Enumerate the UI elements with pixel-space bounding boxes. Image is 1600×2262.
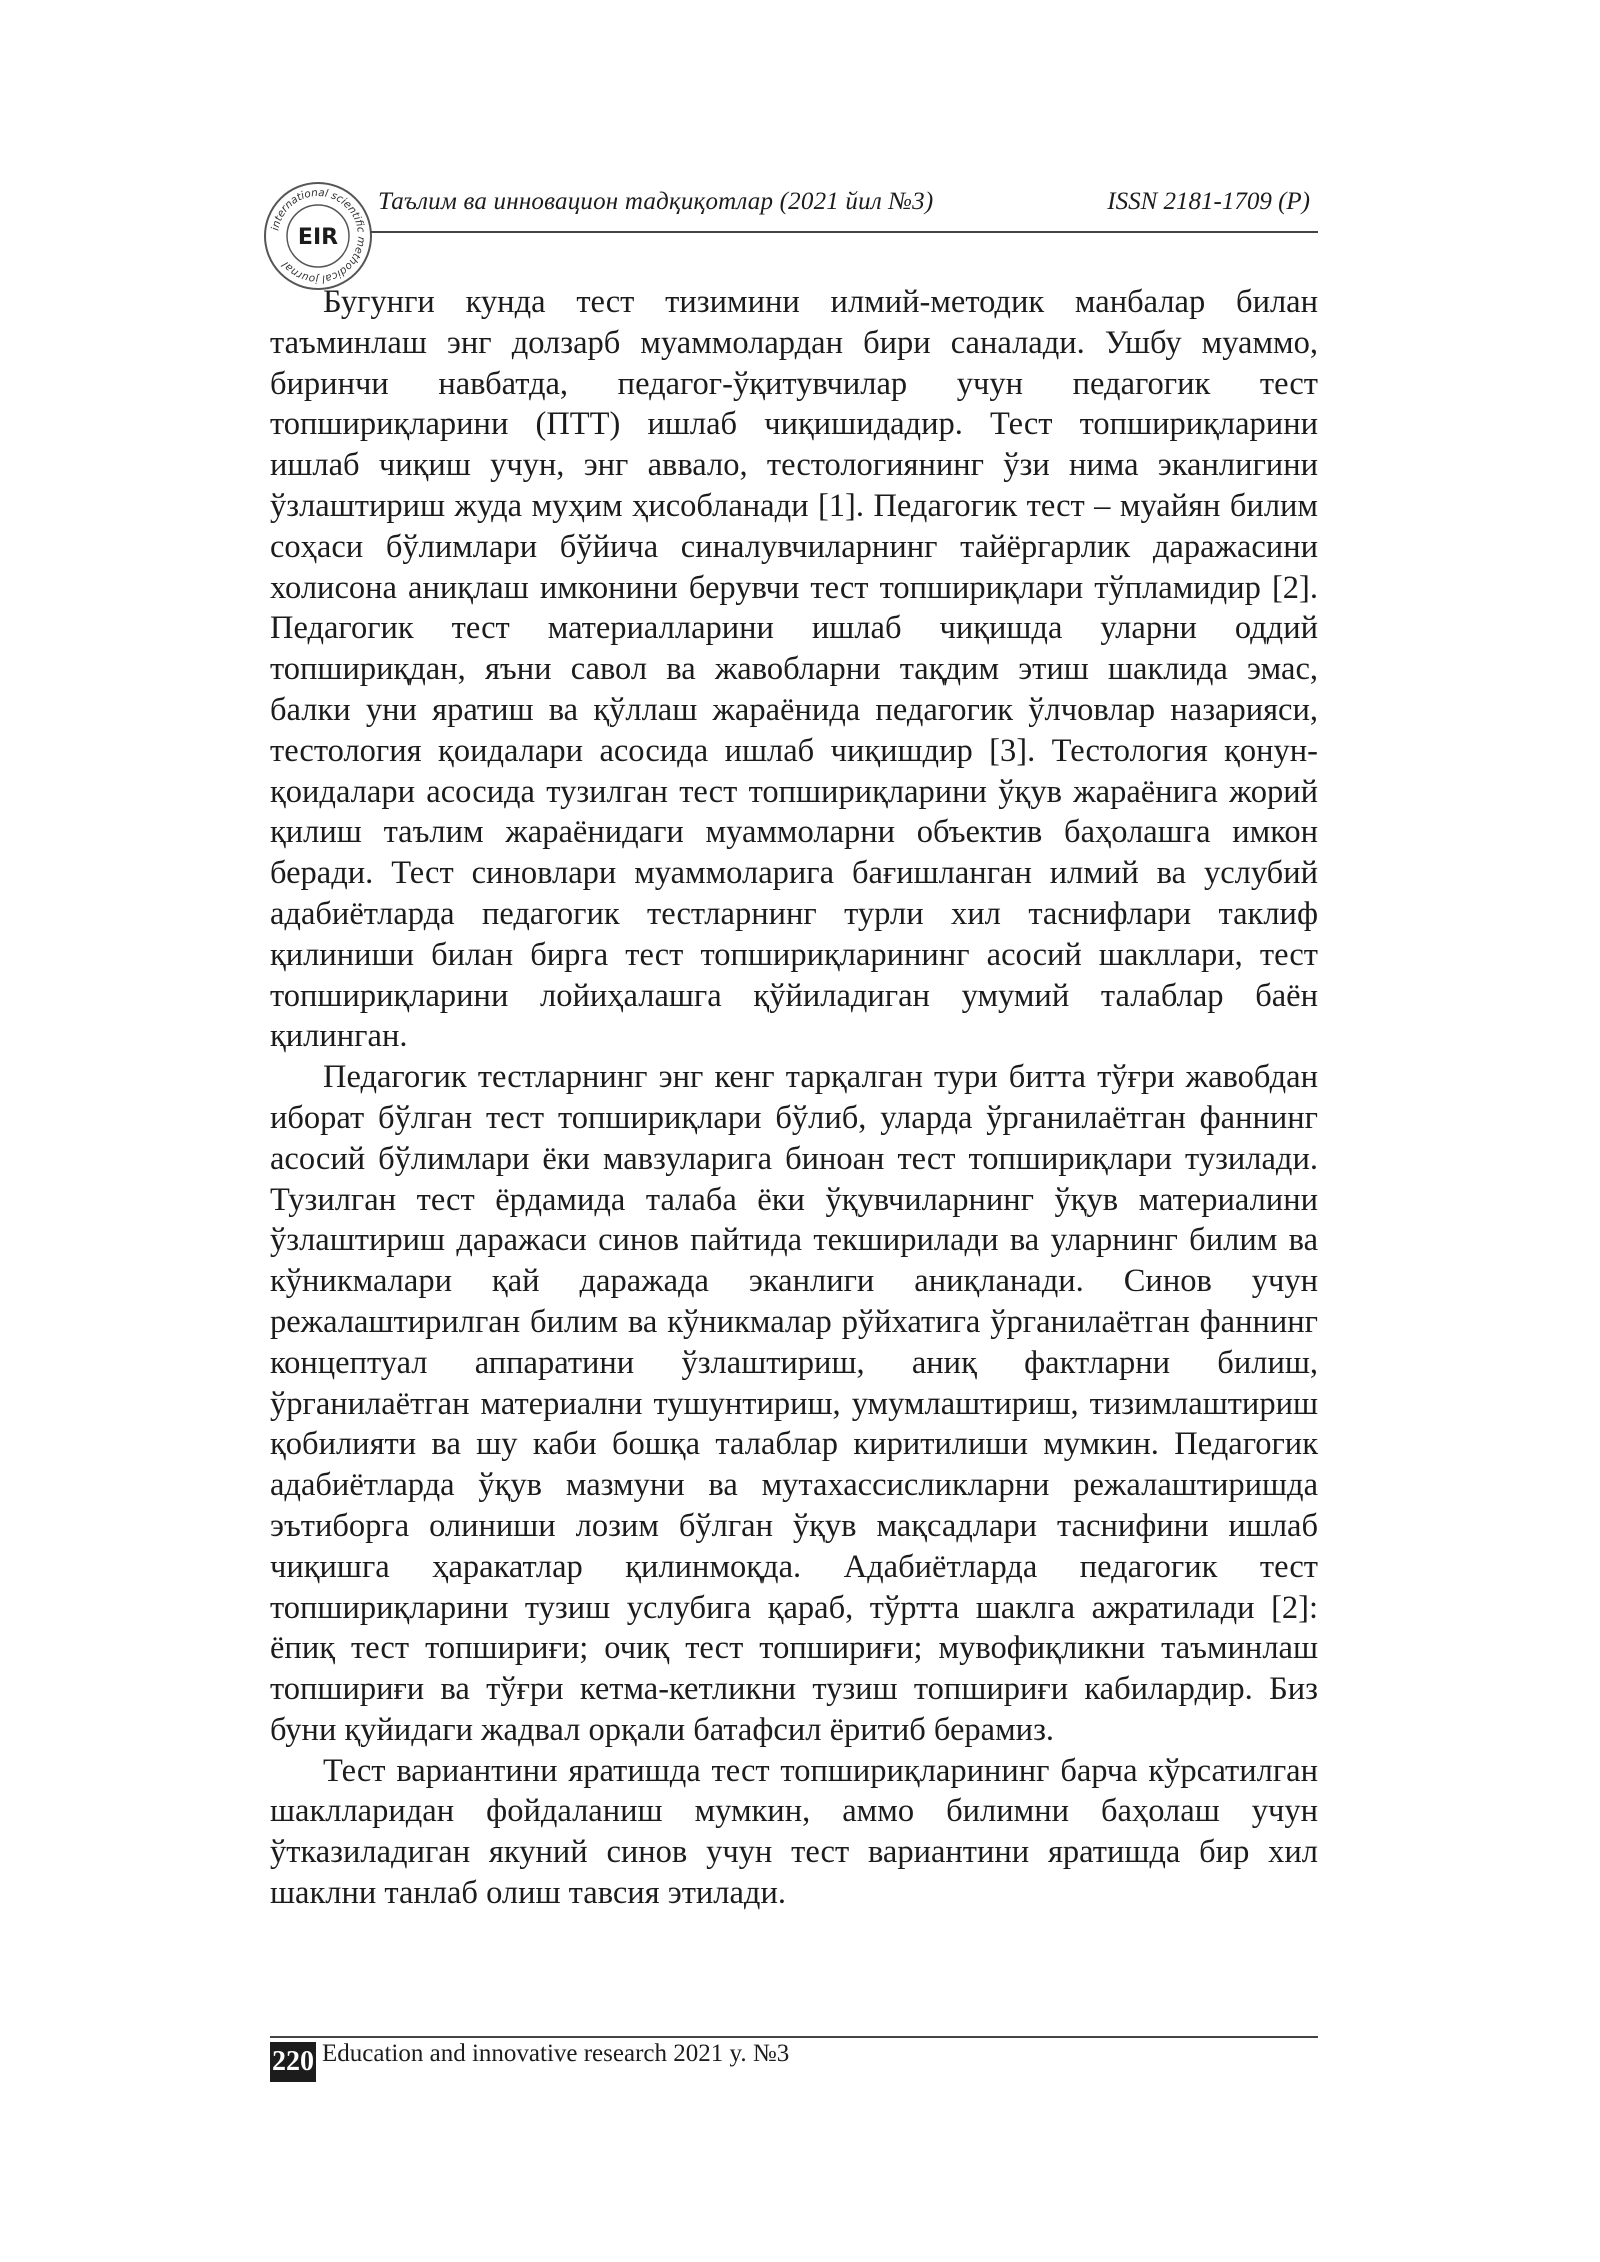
footer-journal-name: Education and innovative research 2021 y. №3: [322, 2040, 790, 2067]
paragraph: Тест вариантини яратишда тест топшириқларининг барча кўрсатилган шаклларидан фойдаланиш мумкин, аммо билимни баҳолаш учун ўтказиладиган якуний синов учун тест вариантини яратишда бир хил шаклни танлаб олиш тавсия этилади.: [270, 1752, 1318, 1912]
paragraph: Педагогик тестларнинг энг кенг тарқалган тури битта тўғри жавобдан иборат бўлган тест топшириқлари бўлиб, уларда ўрганилаётган фаннинг асосий бўлимлари ёки мавзуларига биноан тест топшириқлари тузилади. Тузилган тест ёрдамида талаба ёки ўқувчиларнинг ўқув материалини ўзлаштириш даражаси синов пайтида текширилади ва уларнинг билим ва кўникмалари қай даражада эканлиги аниқланади. Синов учун режалаштирилган билим ва кўникмалар рўйхатига ўрганилаётган фаннинг концептуал аппаратини ўзлаштириш, аниқ фактларни билиш, ўрганилаётган материални тушунтириш, умумлаштириш, тизимлаштириш қобилияти ва шу каби бошқа талаблар киритилиши мумкин. Педагогик адабиётларда ўқув мазмуни ва мутахассисликларни режалаштиришда эътиборга олиниши лозим бўлган ўқув мақсадлари таснифини ишлаб чиқишга ҳаракатлар қилинмоқда. Адабиётларда педагогик тест топшириқларини тузиш услубига қараб, тўртта шаклга ажратилади [2]: ёпиқ тест топшириғи; очиқ тест топшириғи; мувофиқликни таъминлаш топшириғи ва тўғри кетма-кетликни тузиш топшириғи кабилардир. Биз буни қуйидаги жадвал орқали батафсил ёритиб берамиз.: [270, 1059, 1318, 1748]
logo-ring-text: international scientific methodical journal: [269, 186, 368, 286]
page-number: 220: [270, 2042, 316, 2082]
header-divider: [370, 231, 1318, 233]
logo-mark: EIR: [297, 225, 339, 250]
paragraph: Бугунги кунда тест тизимини илмий-методик манбалар билан таъминлаш энг долзарб муаммолардан бири саналади. Ушбу муаммо, биринчи навбатда, педагог-ўқитувчилар учун педагогик тест топшириқларини (ПТТ) ишлаб чиқишидадир. Тест топшириқларини ишлаб чиқиш учун, энг аввало, тестологиянинг ўзи нима эканлигини ўзлаштириш жуда муҳим ҳисобланади [1]. Педагогик тест – муайян билим соҳаси бўлимлари бўйича синалувчиларнинг тайёргарлик даражасини холисона аниқлаш имконини берувчи тест топшириқлари тўпламидир [2]. Педагогик тест материалларини ишлаб чиқишда уларни оддий топшириқдан, яъни савол ва жавобларни тақдим этиш шаклида эмас, балки уни яратиш ва қўллаш жараёнида педагогик ўлчовлар назарияси, тестология қоидалари асосида ишлаб чиқишдир [3]. Тестология қонун-қоидалари асосида тузилган тест топшириқларини ўқув жараёнига жорий қилиш таълим жараёнидаги муаммоларни объектив баҳолашга имкон беради. Тест синовлари муаммоларига бағишланган илмий ва услубий адабиётларда педагогик тестларнинг турли хил таснифлари таклиф қилиниши билан бирга тест топшириқларининг асосий шакллари, тест топшириқларини лойиҳалашга қўйиладиган умумий талаблар баён қилинган.: [270, 284, 1318, 1055]
journal-logo: [262, 180, 374, 292]
footer-divider: [270, 2036, 1318, 2038]
journal-title: Таълим ва инновацион тадқиқотлар (2021 йил №3): [378, 188, 934, 215]
issn-label: ISSN 2181-1709 (P): [1107, 188, 1310, 215]
article-body: [270, 282, 1318, 1914]
